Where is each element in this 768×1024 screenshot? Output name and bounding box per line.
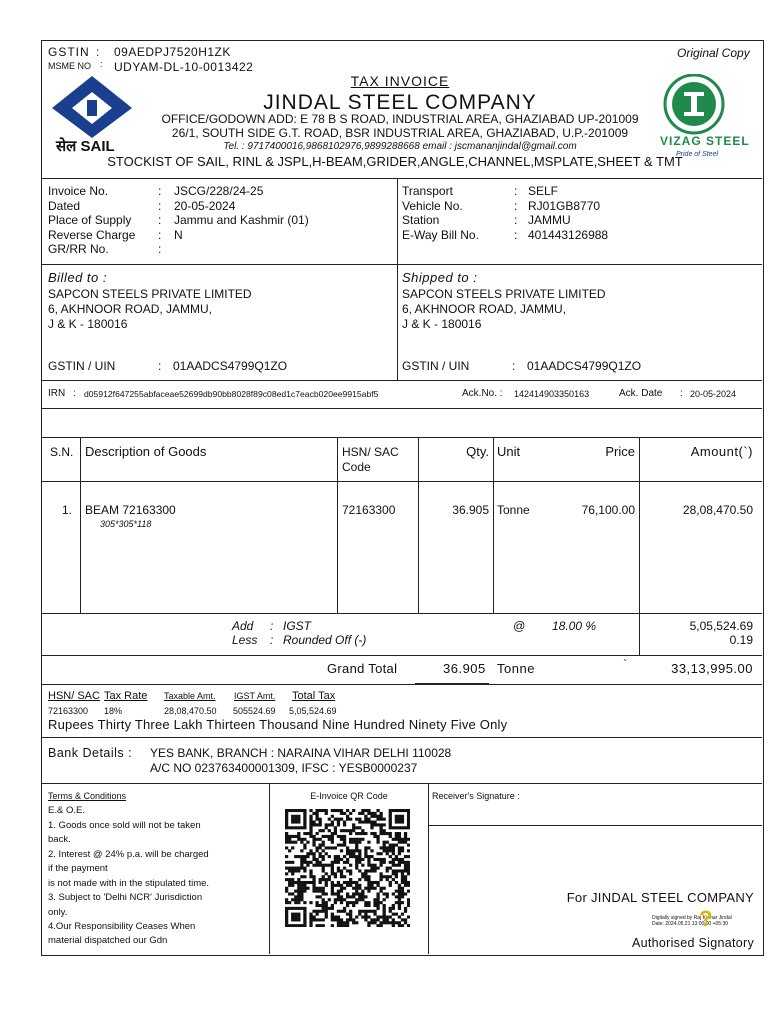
grand-total-amount: 33,13,995.00 bbox=[671, 661, 753, 676]
transport-value: SELF bbox=[528, 184, 559, 198]
ack-no-value: 142414903350163 bbox=[514, 389, 590, 399]
divider bbox=[80, 437, 81, 613]
divider bbox=[41, 178, 762, 179]
company-name: JINDAL STEEL COMPANY bbox=[263, 91, 537, 114]
summary-header-total-tax: Total Tax bbox=[292, 690, 336, 702]
col-header-qty: Qty. bbox=[466, 444, 489, 459]
divider bbox=[41, 437, 762, 438]
terms-line: 2. Interest @ 24% p.a. will be charged bbox=[48, 849, 209, 860]
station-label: Station bbox=[402, 213, 440, 227]
authorised-signatory: Authorised Signatory bbox=[631, 936, 754, 950]
col-header-description: Description of Goods bbox=[85, 444, 207, 459]
colon: : bbox=[158, 242, 162, 256]
colon: : bbox=[73, 388, 76, 399]
shipped-to-name: SAPCON STEELS PRIVATE LIMITED bbox=[402, 287, 606, 301]
less-label: Less bbox=[232, 633, 258, 647]
billed-to-address1: 6, AKHNOOR ROAD, JAMMU, bbox=[48, 302, 213, 316]
grand-total-qty: 36.905 bbox=[443, 661, 486, 676]
billed-to-gstin-label: GSTIN / UIN bbox=[48, 359, 116, 373]
ack-date-value: 20-05-2024 bbox=[690, 389, 737, 399]
terms-line: is not made with in the stipulated time. bbox=[48, 878, 210, 889]
add-label: Add bbox=[232, 619, 254, 633]
row-unit: Tonne bbox=[497, 503, 530, 517]
irn-label: IRN bbox=[48, 388, 66, 399]
colon: : bbox=[514, 184, 518, 198]
summary-total-tax: 5,05,524.69 bbox=[289, 706, 337, 716]
ack-date-label: Ack. Date bbox=[619, 388, 663, 399]
svg-text:?: ? bbox=[699, 906, 713, 931]
terms-line: 4.Our Responsibility Ceases When bbox=[48, 921, 196, 932]
eway-bill-label: E-Way Bill No. bbox=[402, 227, 479, 242]
transport-label: Transport bbox=[402, 184, 453, 198]
divider bbox=[41, 655, 762, 656]
terms-line: only. bbox=[48, 907, 68, 918]
digital-signature-line2: Date: 2024.05.21 13:00:00 +05:30 bbox=[652, 921, 729, 927]
row-qty: 36.905 bbox=[452, 503, 489, 517]
summary-header-igst: IGST Amt. bbox=[234, 691, 276, 701]
bank-line2: A/C NO 023763400001309, IFSC : YESB0000237 bbox=[150, 761, 418, 775]
msme-value: UDYAM-DL-10-0013422 bbox=[114, 60, 254, 74]
address-line2: 26/1, SOUTH SIDE G.T. ROAD, BSR INDUSTRIAL AREA, GHAZIABAD, U.P.-201009 bbox=[171, 126, 629, 140]
col-header-price: Price bbox=[605, 444, 635, 459]
gstin-value: 09AEDPJ7520H1ZK bbox=[114, 45, 231, 59]
shipped-to-gstin-label: GSTIN / UIN bbox=[402, 359, 470, 373]
summary-hsn: 72163300 bbox=[48, 706, 89, 716]
shipped-to-heading: Shipped to : bbox=[402, 270, 478, 285]
colon: : bbox=[514, 198, 518, 213]
colon: : bbox=[158, 213, 162, 227]
colon: : bbox=[514, 213, 518, 227]
col-header-unit: Unit bbox=[497, 444, 521, 459]
shipped-to-gstin-value: 01AADCS4799Q1ZO bbox=[527, 359, 642, 373]
shipped-to-address2: J & K - 180016 bbox=[402, 317, 482, 331]
colon: : bbox=[158, 359, 162, 373]
divider bbox=[41, 737, 762, 738]
sail-logo-text: सेल SAIL bbox=[56, 138, 115, 155]
qr-code-icon bbox=[285, 809, 410, 927]
divider bbox=[41, 380, 762, 381]
divider bbox=[41, 613, 762, 614]
divider bbox=[397, 178, 398, 380]
billed-to-name: SAPCON STEELS PRIVATE LIMITED bbox=[48, 287, 252, 301]
grand-total-unit: Tonne bbox=[497, 661, 535, 676]
sail-logo-icon bbox=[50, 74, 134, 140]
bank-label: Bank Details : bbox=[48, 746, 133, 760]
station-value: JAMMU bbox=[528, 213, 571, 227]
summary-header-rate: Tax Rate bbox=[104, 690, 148, 702]
terms-line: if the payment bbox=[48, 863, 108, 874]
terms-line: 3. Subject to 'Delhi NCR' Jurisdiction bbox=[48, 892, 203, 903]
summary-header-hsn: HSN/ SAC bbox=[48, 690, 100, 702]
sail-logo bbox=[50, 74, 134, 160]
colon: : bbox=[680, 388, 683, 399]
divider bbox=[41, 783, 762, 784]
qr-code bbox=[285, 809, 410, 927]
terms-line: E.& O.E. bbox=[48, 805, 85, 816]
terms-line: 1. Goods once sold will not be taken bbox=[48, 820, 201, 831]
divider bbox=[41, 684, 762, 685]
summary-header-taxable: Taxable Amt. bbox=[164, 691, 216, 701]
grand-total-label: Grand Total bbox=[327, 661, 398, 676]
eway-bill-value: 401443126988 bbox=[528, 227, 609, 242]
summary-taxable: 28,08,470.50 bbox=[164, 706, 217, 716]
row-hsn: 72163300 bbox=[342, 503, 396, 517]
divider bbox=[41, 481, 762, 482]
divider bbox=[41, 264, 762, 265]
terms-line: material dispatched our Gdn bbox=[48, 935, 168, 946]
gr-rr-label: GR/RR No. bbox=[48, 242, 109, 256]
place-of-supply-value: Jammu and Kashmir (01) bbox=[174, 213, 309, 227]
row-sub-description: 305*305*118 bbox=[100, 519, 152, 529]
row-price: 76,100.00 bbox=[581, 503, 635, 517]
irn-value: d05912f647255abfaceae52699db90bb8028f89c08ed1c7eacb020ee9915abf5 bbox=[84, 389, 379, 399]
colon: : bbox=[158, 198, 162, 213]
invoice-info-right bbox=[402, 184, 608, 242]
divider bbox=[428, 783, 429, 954]
ack-no-label: Ack.No. : bbox=[462, 388, 503, 399]
for-company: For JINDAL STEEL COMPANY bbox=[566, 890, 754, 905]
shipped-to-address1: 6, AKHNOOR ROAD, JAMMU, bbox=[402, 302, 567, 316]
vizag-logo bbox=[654, 74, 750, 160]
invoice-no-label: Invoice No. bbox=[48, 184, 109, 198]
divider bbox=[493, 437, 494, 613]
less-name: Rounded Off (-) bbox=[283, 633, 367, 647]
doc-title: TAX INVOICE bbox=[350, 73, 450, 89]
less-amount: 0.19 bbox=[729, 633, 753, 647]
row-description: BEAM 72163300 bbox=[85, 503, 176, 517]
place-of-supply-label: Place of Supply bbox=[48, 213, 132, 227]
vehicle-no-value: RJ01GB8770 bbox=[528, 198, 601, 213]
dated-label: Dated bbox=[48, 198, 81, 213]
divider bbox=[41, 408, 762, 409]
col-header-amount: Amount(`) bbox=[690, 444, 753, 459]
divider bbox=[418, 437, 419, 613]
bank-line1: YES BANK, BRANCH : NARAINA VIHAR DELHI 110028 bbox=[150, 746, 452, 760]
amount-in-words: Rupees Thirty Three Lakh Thirteen Thousand Nine Hundred Ninety Five Only bbox=[48, 717, 508, 732]
colon: : bbox=[512, 359, 516, 373]
qr-label: E-Invoice QR Code bbox=[310, 791, 388, 801]
billed-to-address2: J & K - 180016 bbox=[48, 317, 128, 331]
billed-to-gstin-value: 01AADCS4799Q1ZO bbox=[173, 359, 288, 373]
add-tax-name: IGST bbox=[283, 619, 312, 633]
terms-heading: Terms & Conditions bbox=[48, 791, 127, 801]
grand-total-symbol: ` bbox=[623, 657, 627, 671]
digital-signature-line1: Digitally signed by Raj Kumar Jindal bbox=[652, 915, 732, 921]
col-header-hsn: HSN/ SAC Code bbox=[342, 445, 399, 474]
contact-line: Tel. : 9717400016,9868102976,9899288668 email : jscmananjindal@gmail.com bbox=[223, 141, 577, 152]
gstin-colon: : bbox=[96, 45, 100, 59]
colon: : bbox=[270, 633, 274, 647]
summary-igst: 505524.69 bbox=[233, 706, 276, 716]
summary-rate: 18% bbox=[104, 706, 123, 716]
colon: : bbox=[514, 227, 518, 242]
vehicle-no-label: Vehicle No. bbox=[402, 198, 463, 213]
row-sn: 1. bbox=[62, 503, 73, 517]
stockist-line: STOCKIST OF SAIL, RINL & JSPL,H-BEAM,GRIDER,ANGLE,CHANNEL,MSPLATE,SHEET & TMT bbox=[107, 154, 683, 169]
colon: : bbox=[158, 227, 162, 242]
reverse-charge-label: Reverse Charge bbox=[48, 227, 136, 242]
tax-rate: 18.00 % bbox=[552, 619, 597, 633]
col-header-sn: S.N. bbox=[50, 445, 74, 459]
receiver-signature-label: Receiver's Signature : bbox=[432, 791, 520, 801]
divider bbox=[269, 783, 270, 954]
colon: : bbox=[158, 184, 162, 198]
gr-rr-value bbox=[174, 242, 309, 257]
vizag-tagline: Pride of Steel bbox=[676, 151, 719, 158]
colon: : bbox=[270, 619, 274, 633]
divider bbox=[337, 437, 338, 613]
vizag-logo-icon bbox=[654, 74, 734, 136]
row-amount: 28,08,470.50 bbox=[682, 503, 753, 517]
reverse-charge-value: N bbox=[174, 227, 183, 242]
dated-value: 20-05-2024 bbox=[174, 198, 236, 213]
signature-verify-icon bbox=[697, 906, 715, 932]
billed-to-heading: Billed to : bbox=[48, 270, 107, 285]
invoice-no-value: JSCG/228/24-25 bbox=[174, 184, 264, 198]
msme-label: MSME NO bbox=[48, 61, 92, 71]
add-tax-amount: 5,05,524.69 bbox=[689, 619, 753, 633]
copy-label: Original Copy bbox=[677, 46, 750, 60]
vizag-logo-text: VIZAG STEEL bbox=[660, 134, 750, 148]
office-address: OFFICE/GODOWN ADD: E 78 B S ROAD, INDUSTRIAL AREA, GHAZIABAD UP-201009 bbox=[161, 112, 639, 126]
terms-line: back. bbox=[48, 834, 71, 845]
msme-colon: : bbox=[100, 59, 103, 69]
at-symbol: @ bbox=[513, 619, 526, 633]
gstin-label: GSTIN bbox=[48, 45, 90, 59]
divider bbox=[428, 825, 762, 826]
invoice-info-left bbox=[48, 184, 309, 257]
